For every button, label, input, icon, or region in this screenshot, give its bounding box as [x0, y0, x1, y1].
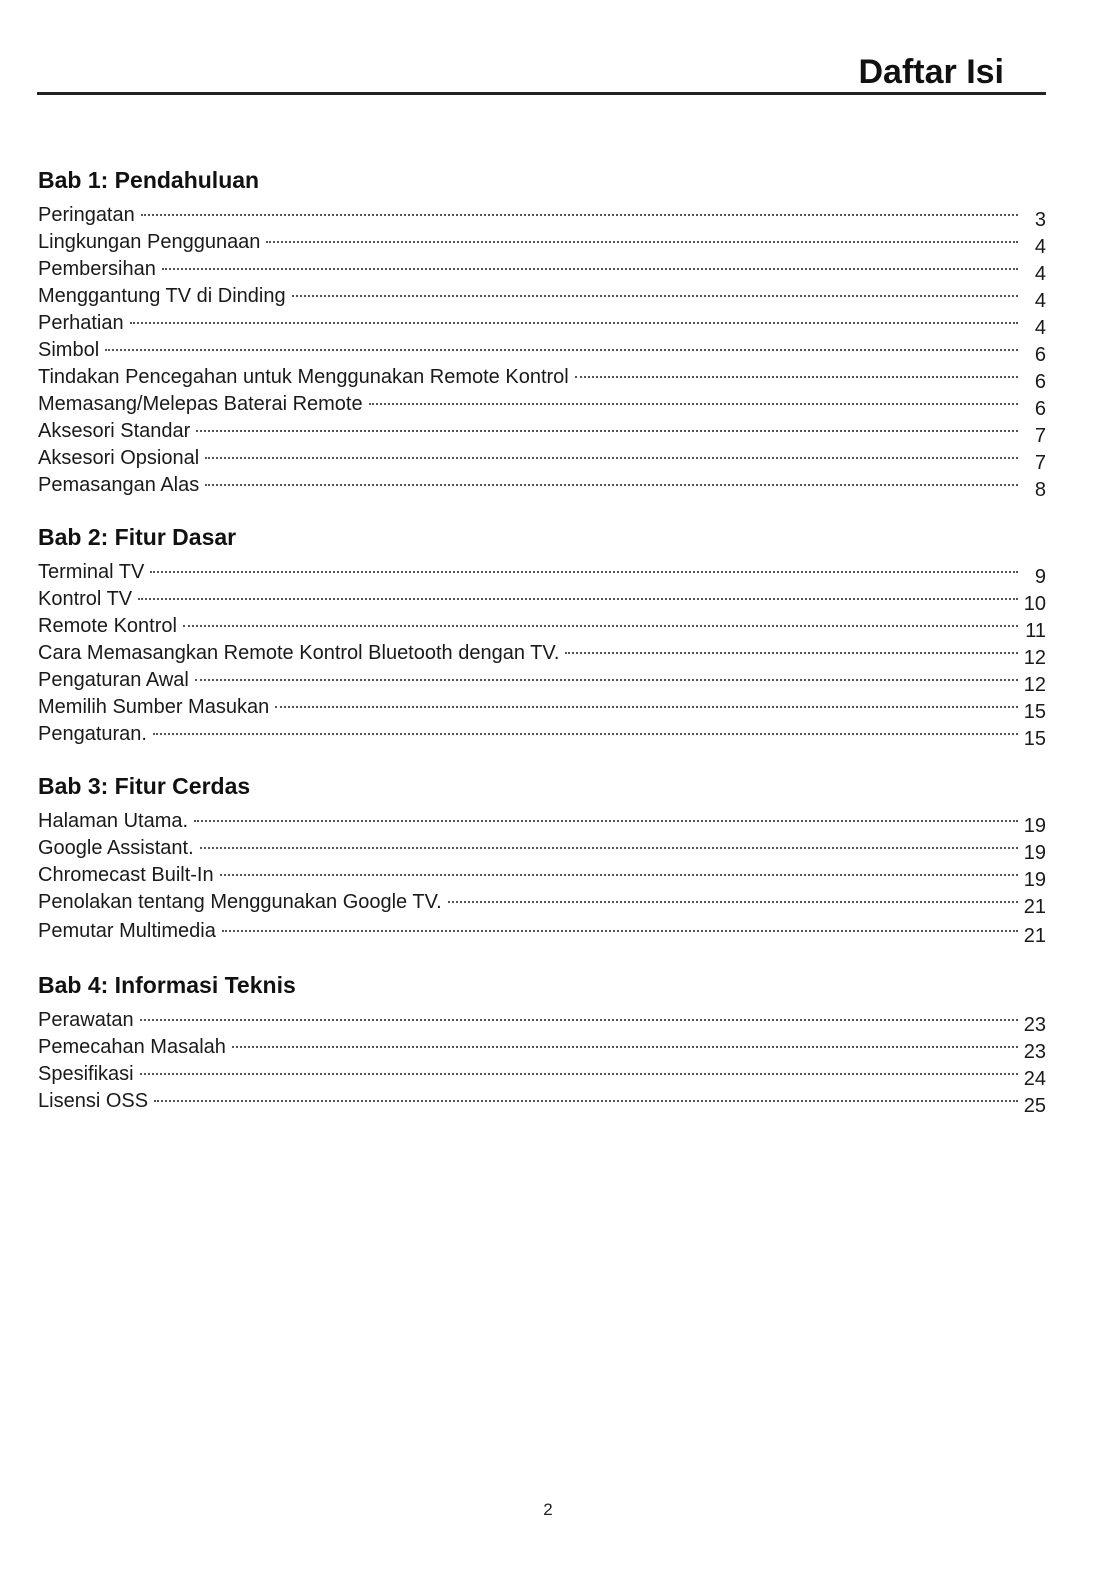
toc-entry[interactable] — [38, 364, 1046, 391]
entry-page-number: 25 — [1023, 1095, 1046, 1117]
dot-leader — [141, 214, 1018, 216]
dot-leader — [565, 652, 1018, 654]
toc-entry[interactable] — [38, 586, 1046, 613]
toc-section-bab-2 — [38, 521, 1046, 748]
entry-label: Lisensi OSS — [38, 1090, 149, 1112]
entry-label: Penolakan tentang Menggunakan Google TV. — [38, 891, 442, 913]
toc-entry[interactable] — [38, 256, 1046, 283]
dot-leader — [448, 901, 1018, 903]
toc-entry[interactable] — [38, 889, 1046, 916]
entry-label: Perhatian — [38, 312, 124, 334]
entry-page-number: 6 — [1034, 371, 1046, 393]
entry-label: Terminal TV — [38, 561, 145, 583]
toc-section-bab-4 — [38, 969, 1046, 1115]
entry-page-number: 23 — [1023, 1041, 1046, 1063]
entry-label: Pembersihan — [38, 258, 156, 280]
entry-page-number: 4 — [1034, 263, 1046, 285]
entry-label: Memilih Sumber Masukan — [38, 696, 270, 718]
entry-label: Google Assistant. — [38, 837, 194, 859]
toc-entry-list — [38, 808, 1046, 947]
entry-page-number: 4 — [1034, 290, 1046, 312]
entry-page-number: 24 — [1023, 1068, 1046, 1090]
entry-page-number: 6 — [1034, 344, 1046, 366]
toc-entry-list — [38, 202, 1046, 499]
entry-page-number: 21 — [1023, 925, 1046, 947]
page-title: Daftar Isi — [858, 53, 1004, 91]
entry-page-number: 8 — [1034, 479, 1046, 501]
entry-page-number: 4 — [1034, 236, 1046, 258]
entry-page-number: 23 — [1023, 1014, 1046, 1036]
dot-leader — [575, 376, 1018, 378]
dot-leader — [154, 1100, 1018, 1102]
entry-label: Simbol — [38, 339, 100, 361]
dot-leader — [292, 295, 1018, 297]
dot-leader — [200, 847, 1018, 849]
toc-entry[interactable] — [38, 1061, 1046, 1088]
dot-leader — [232, 1046, 1018, 1048]
toc-section-bab-3 — [38, 770, 1046, 947]
entry-label: Pemutar Multimedia — [38, 920, 216, 942]
dot-leader — [196, 430, 1018, 432]
toc-entry[interactable] — [38, 694, 1046, 721]
entry-page-number: 15 — [1023, 728, 1046, 750]
section-title: Bab 3: Fitur Cerdas — [38, 773, 251, 799]
entry-label: Aksesori Standar — [38, 420, 191, 442]
dot-leader — [369, 403, 1018, 405]
toc-entry[interactable] — [38, 721, 1046, 748]
page-number: 2 — [543, 1500, 553, 1519]
dot-leader — [162, 268, 1018, 270]
entry-label: Perawatan — [38, 1009, 134, 1031]
section-title: Bab 4: Informasi Teknis — [38, 972, 296, 998]
page-header — [37, 52, 1046, 95]
dot-leader — [195, 679, 1018, 681]
dot-leader — [140, 1019, 1018, 1021]
entry-label: Pemecahan Masalah — [38, 1036, 226, 1058]
dot-leader — [130, 322, 1018, 324]
toc-entry-list — [38, 559, 1046, 748]
toc-entry[interactable] — [38, 559, 1046, 586]
toc-entry[interactable] — [38, 391, 1046, 418]
toc-entry[interactable] — [38, 202, 1046, 229]
dot-leader — [153, 733, 1018, 735]
entry-label: Memasang/Melepas Baterai Remote — [38, 393, 363, 415]
toc-entry[interactable] — [38, 445, 1046, 472]
entry-page-number: 10 — [1023, 593, 1046, 615]
toc-entry[interactable] — [38, 640, 1046, 667]
entry-page-number: 7 — [1034, 425, 1046, 447]
entry-label: Pemasangan Alas — [38, 474, 200, 496]
toc-entry[interactable] — [38, 418, 1046, 445]
entry-page-number: 9 — [1034, 566, 1046, 588]
section-title: Bab 1: Pendahuluan — [38, 167, 260, 193]
toc-entry[interactable] — [38, 667, 1046, 694]
toc-entry[interactable] — [38, 1034, 1046, 1061]
toc-entry[interactable] — [38, 229, 1046, 256]
entry-label: Halaman Utama. — [38, 810, 189, 832]
entry-label: Lingkungan Penggunaan — [38, 231, 261, 253]
toc-entry[interactable] — [38, 808, 1046, 835]
toc-section-bab-1 — [38, 164, 1046, 499]
toc-entry[interactable] — [38, 835, 1046, 862]
entry-label: Pengaturan. — [38, 723, 147, 745]
entry-page-number: 19 — [1023, 869, 1046, 891]
entry-label: Aksesori Opsional — [38, 447, 200, 469]
entry-label: Spesifikasi — [38, 1063, 134, 1085]
section-title: Bab 2: Fitur Dasar — [38, 524, 237, 550]
entry-label: Remote Kontrol — [38, 615, 177, 637]
table-of-contents — [38, 164, 1046, 1115]
entry-page-number: 3 — [1034, 209, 1046, 231]
entry-page-number: 19 — [1023, 815, 1046, 837]
entry-page-number: 11 — [1025, 620, 1046, 642]
toc-entry[interactable] — [38, 1088, 1046, 1115]
toc-entry[interactable] — [38, 310, 1046, 337]
entry-label: Peringatan — [38, 204, 135, 226]
toc-entry[interactable] — [38, 472, 1046, 499]
entry-label: Chromecast Built-In — [38, 864, 214, 886]
entry-page-number: 7 — [1034, 452, 1046, 474]
dot-leader — [205, 457, 1018, 459]
entry-label: Cara Memasangkan Remote Kontrol Bluetooth dengan TV. — [38, 642, 560, 664]
entry-label: Tindakan Pencegahan untuk Menggunakan Remote Kontrol — [38, 366, 569, 388]
toc-entry[interactable] — [38, 916, 1046, 947]
toc-entry[interactable] — [38, 337, 1046, 364]
entry-page-number: 6 — [1034, 398, 1046, 420]
entry-page-number: 19 — [1023, 842, 1046, 864]
entry-page-number: 12 — [1023, 674, 1046, 696]
dot-leader — [266, 241, 1018, 243]
entry-page-number: 4 — [1034, 317, 1046, 339]
toc-entry-list — [38, 1007, 1046, 1115]
dot-leader — [275, 706, 1018, 708]
dot-leader — [140, 1073, 1018, 1075]
entry-label: Menggantung TV di Dinding — [38, 285, 286, 307]
dot-leader — [105, 349, 1018, 351]
toc-entry[interactable] — [38, 862, 1046, 889]
entry-page-number: 15 — [1023, 701, 1046, 723]
entry-label: Pengaturan Awal — [38, 669, 189, 691]
toc-entry[interactable] — [38, 1007, 1046, 1034]
toc-entry[interactable] — [38, 283, 1046, 310]
dot-leader — [205, 484, 1018, 486]
entry-page-number: 12 — [1023, 647, 1046, 669]
dot-leader — [194, 820, 1018, 822]
dot-leader — [150, 571, 1018, 573]
dot-leader — [138, 598, 1018, 600]
dot-leader — [183, 625, 1018, 627]
dot-leader — [220, 874, 1018, 876]
dot-leader — [222, 930, 1018, 932]
entry-label: Kontrol TV — [38, 588, 133, 610]
toc-entry[interactable] — [38, 613, 1046, 640]
entry-page-number: 21 — [1023, 896, 1046, 918]
